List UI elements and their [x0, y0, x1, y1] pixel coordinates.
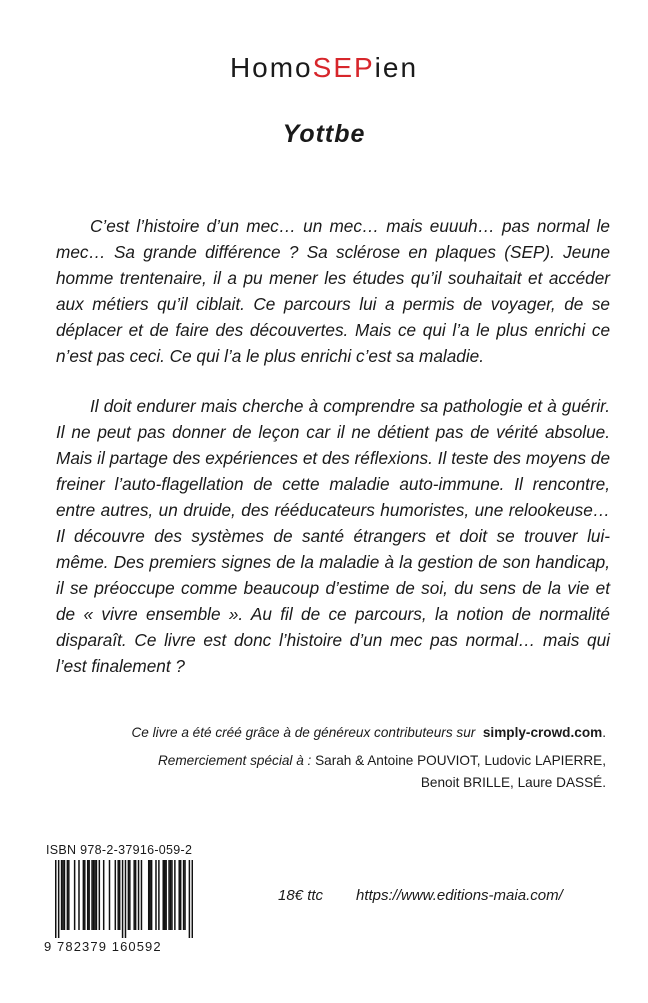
barcode-bar: [125, 860, 127, 938]
blurb-paragraph-1-text: C’est l’histoire d’un mec… un mec… mais euuuh… pas normal le mec… Sa grande différence ? Sa sclérose en plaques (SEP). Jeune homme trentenaire, il a pu mener les études qu’il souhaitait et accéder aux métiers qu’il ciblait. Ce parcours lui a permis de voyager, de se déplacer et de faire des découvertes. Mais ce qui l’a le plus enrichi ce n’est pas ceci. Ce qui l’a le plus enrichi c’est sa maladie.: [56, 216, 610, 366]
barcode-bar: [141, 860, 143, 930]
barcode-bar: [164, 860, 166, 930]
barcode-bar: [170, 860, 172, 930]
barcode-bar: [155, 860, 157, 930]
blurb-paragraph-2-text: Il doit endurer mais cherche à comprendre sa pathologie et à guérir. Il ne peut pas donner de leçon car il ne détient pas de vérité absolue. Mais il partage des expériences et des réflexions. Il teste des moyens de freiner l’auto-flagellation de cette maladie auto-immune. Il rencontre, entre autres, un druide, des rééducateurs humoristes, une relookeuse… Il découvre des systèmes de santé étrangers et doit se trouver lui-même. Des premiers signes de la maladie à la gestion de son handicap, il se préoccupe comme beaucoup d’estime de soi, du sens de la vie et de « vivre ensemble ». Au fil de ce parcours, la notion de normalité disparaît. Ce livre est donc l’histoire d’un mec pas normal… mais qui l’est finalement ?: [56, 396, 610, 676]
blurb-paragraph-2: [56, 393, 610, 679]
special-thanks: [40, 750, 606, 794]
barcode-bar: [103, 860, 105, 930]
title-part-homo: Homo: [229, 52, 313, 83]
thanks-names-line-2: Benoit BRILLE, Laure DASSÉ.: [420, 775, 606, 790]
barcode-graphic: [55, 860, 193, 938]
barcode-bar: [178, 860, 180, 930]
barcode-bar: [93, 860, 95, 930]
barcode-bar: [165, 860, 167, 930]
barcode-bar: [151, 860, 153, 930]
barcode-bar: [96, 860, 98, 930]
barcode-bar: [99, 860, 101, 930]
publisher-website-link[interactable]: https://www.editions-maia.com/: [356, 887, 563, 904]
barcode-bar: [174, 860, 176, 930]
barcode-bar: [162, 860, 164, 930]
barcode-bar: [68, 860, 70, 930]
barcode-bar: [62, 860, 64, 930]
barcode-bar: [171, 860, 173, 930]
barcode-bar: [74, 860, 76, 930]
barcode-bar: [135, 860, 137, 930]
thanks-label: Remerciement spécial à :: [157, 753, 312, 768]
barcode-bar: [184, 860, 186, 930]
barcode-bar: [148, 860, 150, 930]
barcode-bar: [117, 860, 119, 930]
barcode-bar: [128, 860, 130, 930]
crowdfunding-site-link[interactable]: simply-crowd.com: [482, 725, 603, 740]
title-part-sep: SEP: [312, 52, 375, 83]
author-name: Yottbe: [282, 120, 366, 148]
barcode-bar: [109, 860, 111, 930]
thanks-names-line-1: Sarah & Antoine POUVIOT, Ludovic LAPIERRE,: [315, 753, 606, 768]
barcode-bar: [88, 860, 90, 930]
barcode-bar: [168, 860, 170, 930]
title-part-ien: ien: [374, 52, 419, 83]
barcode-digits: 9 782379 160592: [44, 939, 162, 954]
barcode-bar: [78, 860, 80, 930]
barcode-bar: [87, 860, 89, 930]
barcode-bar: [149, 860, 151, 930]
barcode-bar: [180, 860, 182, 930]
barcode-bar: [61, 860, 63, 930]
barcode-bar: [64, 860, 66, 930]
barcode-bar: [129, 860, 131, 930]
barcode-bar: [94, 860, 96, 930]
crowdfunding-text: Ce livre a été créé grâce à de généreux contributeurs sur: [131, 725, 476, 740]
barcode-bar: [91, 860, 93, 930]
crowdfunding-period: .: [602, 725, 606, 740]
barcode-bar: [133, 860, 135, 930]
barcode-bar: [122, 860, 124, 938]
crowdfunding-credit: [40, 722, 606, 744]
blurb-paragraph-1: [56, 213, 610, 369]
barcode-bar: [158, 860, 160, 930]
barcode-bar: [115, 860, 117, 930]
barcode-bar: [183, 860, 185, 930]
book-title: [0, 52, 648, 84]
barcode-bar: [119, 860, 121, 930]
barcode-bar: [84, 860, 86, 930]
isbn-number: ISBN 978-2-37916-059-2: [46, 843, 193, 857]
barcode-bar: [192, 860, 193, 938]
barcode-bar: [67, 860, 69, 930]
barcode-bar: [138, 860, 140, 930]
barcode-bar: [55, 860, 57, 938]
barcode-bar: [83, 860, 85, 930]
barcode-bar: [58, 860, 60, 938]
barcode-bar: [189, 860, 191, 938]
price-label: 18€ ttc: [278, 887, 324, 904]
